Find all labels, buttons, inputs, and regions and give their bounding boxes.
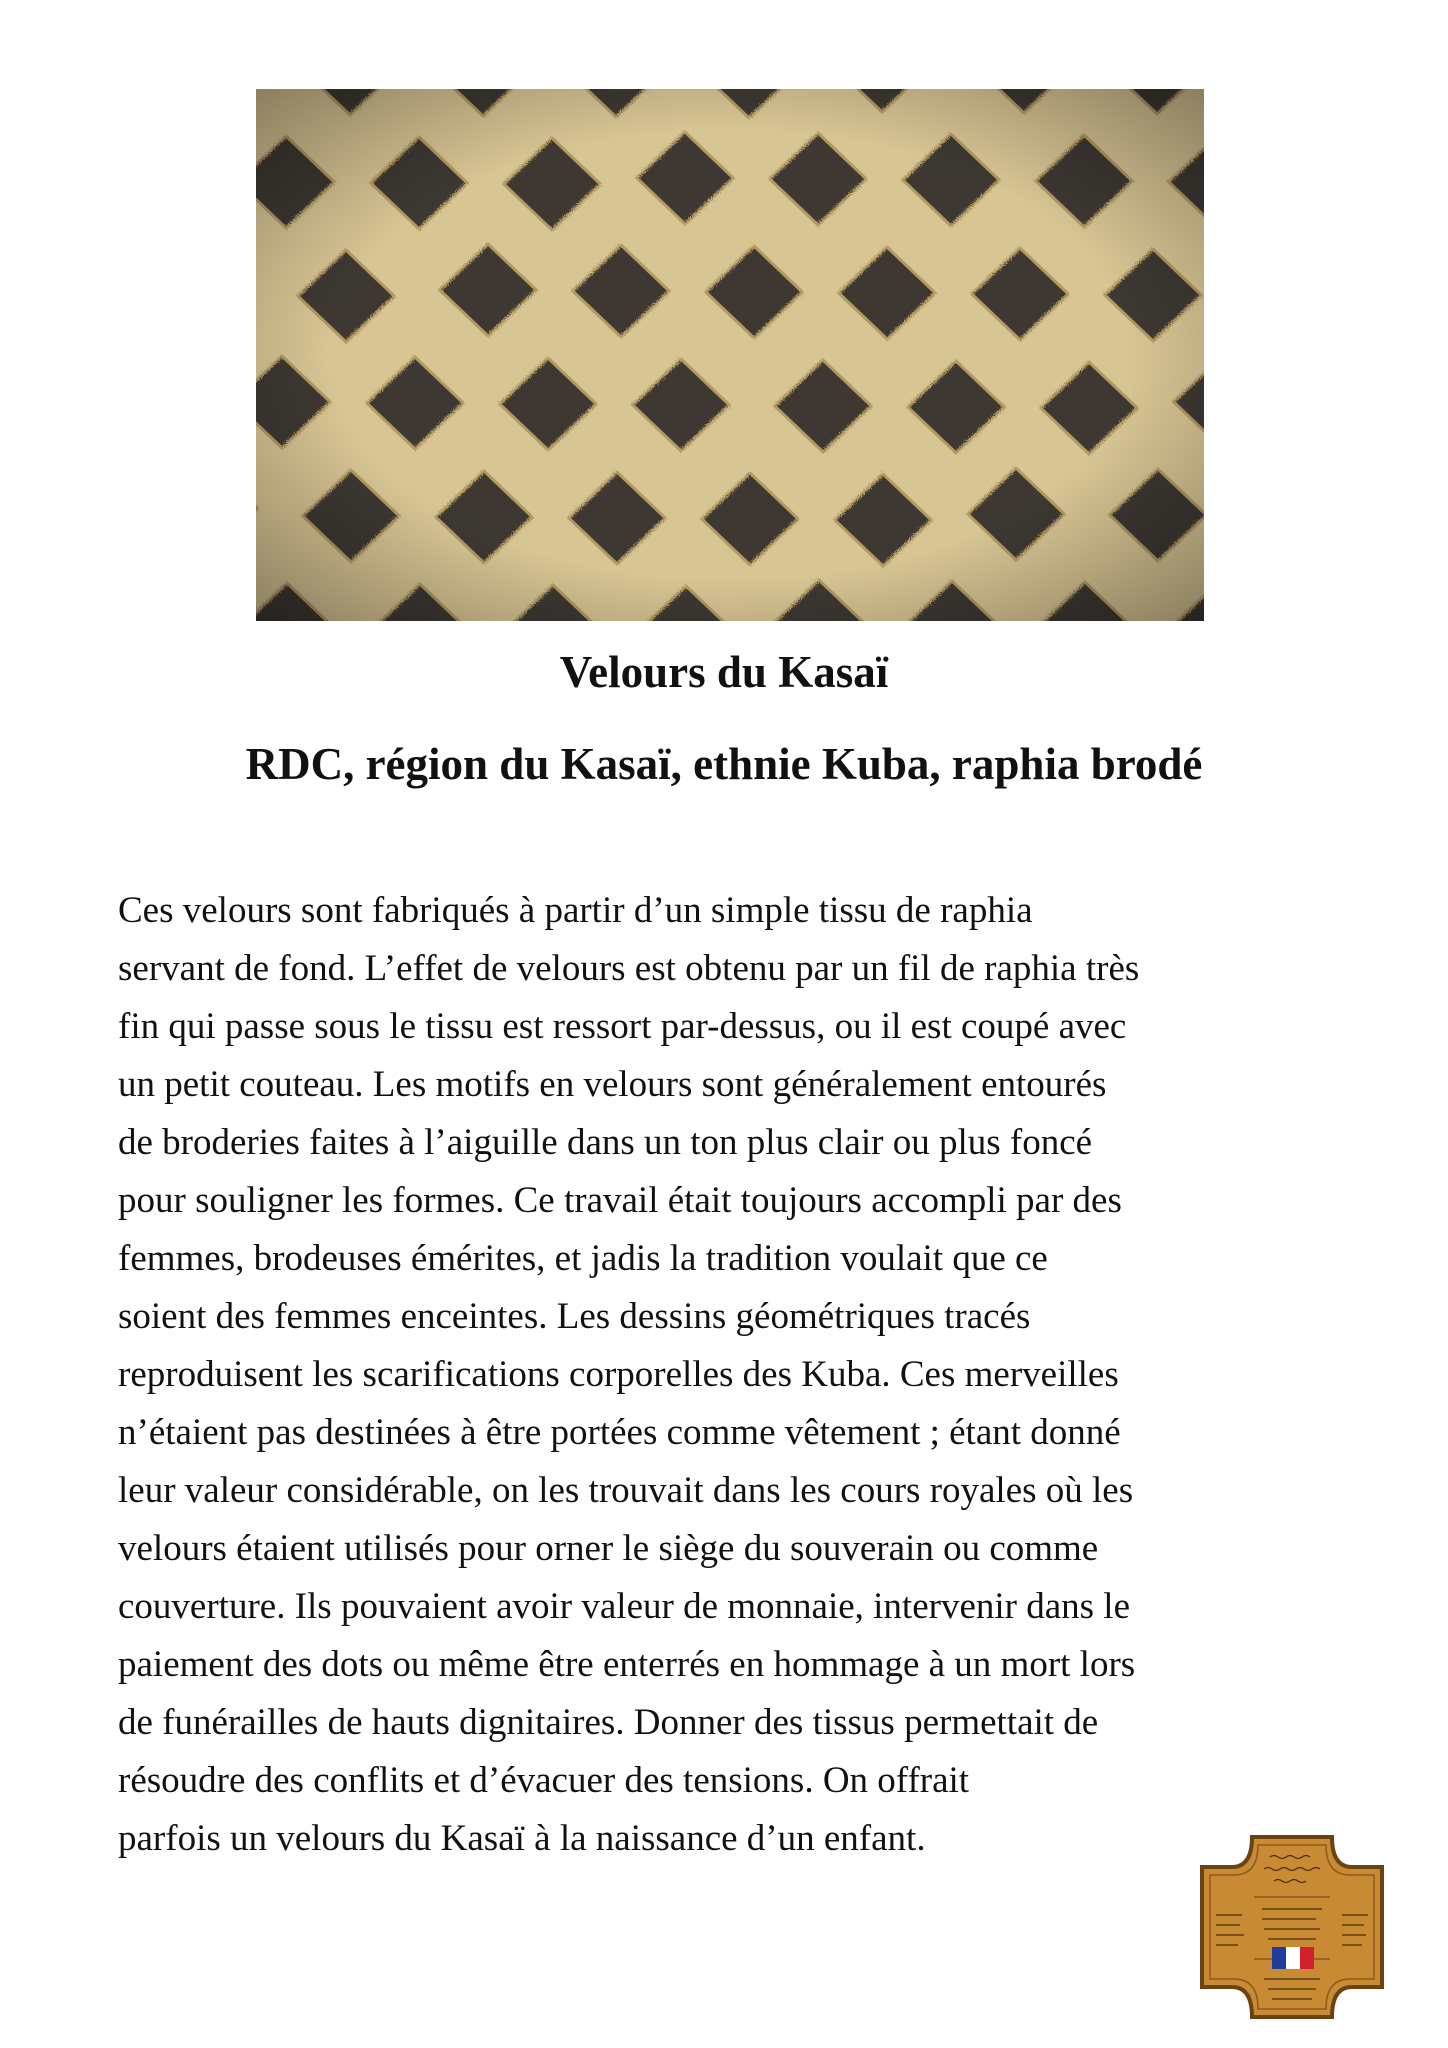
body-line: paiement des dots ou même être enterrés en hommage à un mort lors [118,1644,1136,1685]
body-line: couverture. Ils pouvaient avoir valeur de monnaie, intervenir dans le [118,1586,1130,1627]
body-line: n’étaient pas destinées à être portées comme vêtement ; étant donné [118,1412,1121,1453]
body-line: servant de fond. L’effet de velours est obtenu par un fil de raphia très [118,948,1140,989]
textile-pattern-image [256,89,1204,621]
body-line: velours étaient utilisés pour orner le siège du souverain ou comme [118,1528,1099,1569]
body-line: de funérailles de hauts dignitaires. Donner des tissus permettait de [118,1702,1099,1743]
body-line: de broderies faites à l’aiguille dans un ton plus clair ou plus foncé [118,1122,1093,1163]
association-seal-icon [1192,1827,1392,2027]
body-line: parfois un velours du Kasaï à la naissance d’un enfant. [118,1818,926,1859]
body-line: un petit couteau. Les motifs en velours sont généralement entourés [118,1064,1107,1105]
body-line: résoudre des conflits et d’évacuer des tensions. On offrait [118,1760,970,1801]
document-subtitle: RDC, région du Kasaï, ethnie Kuba, raphia brodé [245,739,1203,789]
body-line: fin qui passe sous le tissu est ressort par-dessus, ou il est coupé avec [118,1006,1127,1047]
body-line: Ces velours sont fabriqués à partir d’un simple tissu de raphia [118,890,1033,931]
body-line: pour souligner les formes. Ce travail était toujours accompli par des [118,1180,1122,1221]
body-paragraph [118,882,1358,1868]
association-seal [1192,1827,1392,2027]
textile-photo [256,89,1204,621]
body-line: soient des femmes enceintes. Les dessins géométriques tracés [118,1296,1031,1337]
document-title: Velours du Kasaï [559,647,889,697]
body-line: leur valeur considérable, on les trouvait dans les cours royales où les [118,1470,1134,1511]
body-line: femmes, brodeuses émérites, et jadis la tradition voulait que ce [118,1238,1048,1279]
body-line: reproduisent les scarifications corporelles des Kuba. Ces merveilles [118,1354,1119,1395]
